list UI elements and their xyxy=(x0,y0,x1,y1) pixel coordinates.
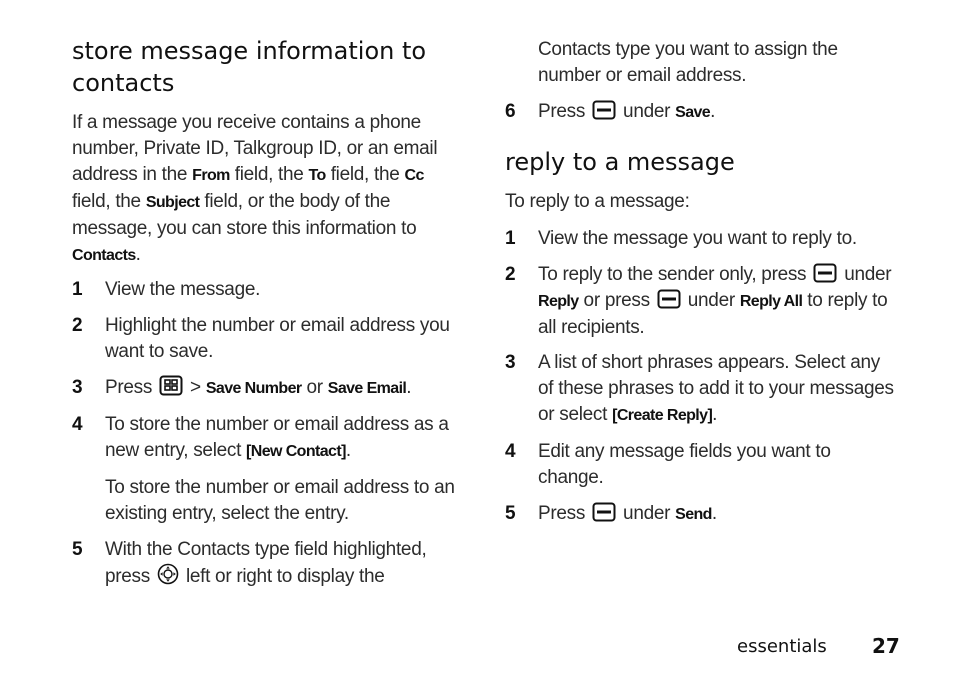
step-text: To reply to the sender only, press under Reply or press under Reply All to reply to all recipients. xyxy=(538,264,892,338)
step-number: 1 xyxy=(505,228,516,249)
store-step-2 xyxy=(72,313,464,365)
section-heading-store: store message information to contacts xyxy=(72,37,427,97)
field-from: From xyxy=(192,167,230,184)
step-number: 4 xyxy=(505,441,516,462)
contacts-keyword: Contacts xyxy=(72,247,136,264)
softkey-icon xyxy=(657,289,681,309)
save-email-option: Save Email xyxy=(327,380,407,397)
step-text: View the message. xyxy=(105,279,261,300)
store-step-3 xyxy=(72,375,464,402)
new-contact-option: [New Contact] xyxy=(246,443,346,460)
reply-step-4 xyxy=(505,439,900,491)
send-softkey-label: Send xyxy=(675,506,712,523)
softkey-icon xyxy=(592,100,616,120)
navigation-key-icon xyxy=(157,563,179,585)
field-cc: Cc xyxy=(404,167,424,184)
footer-section-label: essentials xyxy=(737,636,827,657)
create-reply-option: [Create Reply] xyxy=(612,407,713,424)
save-softkey-label: Save xyxy=(675,104,711,121)
step-number: 1 xyxy=(72,279,83,300)
page-number: 27 xyxy=(872,634,900,658)
step-text: A list of short phrases appears. Select any of these phrases to add it to your messages or select [Create Reply]. xyxy=(538,352,894,425)
step-text: To store the number or email address as a new entry, select [New Contact]. xyxy=(105,414,449,461)
menu-key-icon xyxy=(159,375,183,396)
step-text: View the message you want to reply to. xyxy=(538,228,857,249)
step-number: 2 xyxy=(72,315,83,336)
step-number: 5 xyxy=(72,539,83,560)
store-intro-paragraph: If a message you receive contains a phone number, Private ID, Talkgroup ID, or an email address in the From field, the To field, the Cc field, the Subject field, or the body of the message, you can store this information to Contacts. xyxy=(72,112,438,265)
step-text: Edit any message fields you want to change. xyxy=(538,441,831,488)
store-step-1 xyxy=(72,277,464,303)
step-text: Contacts type you want to assign the number or email address. xyxy=(538,39,838,86)
step-number: 3 xyxy=(72,377,83,398)
step-text: Press under Send. xyxy=(538,503,717,524)
save-number-option: Save Number xyxy=(205,380,302,397)
field-subject: Subject xyxy=(145,194,200,211)
reply-step-2 xyxy=(505,262,900,341)
section-heading-reply: reply to a message xyxy=(505,148,735,176)
step-4-extra-text: To store the number or email address to an existing entry, select the entry. xyxy=(105,477,455,524)
step-number: 4 xyxy=(72,414,83,435)
step-number: 2 xyxy=(505,264,516,285)
reply-step-1 xyxy=(505,226,900,252)
reply-all-softkey-label: Reply All xyxy=(739,293,803,310)
step-text: With the Contacts type field highlighted, press left or right to display the xyxy=(105,539,427,587)
store-step-5 xyxy=(72,537,464,590)
step-text: Press > Save Number or Save Email. xyxy=(105,377,412,398)
store-step-5-continued xyxy=(505,37,900,89)
reply-step-5 xyxy=(505,501,900,528)
softkey-icon xyxy=(813,263,837,283)
field-to: To xyxy=(308,167,326,184)
reply-intro: To reply to a message: xyxy=(505,191,690,212)
step-text: Highlight the number or email address you want to save. xyxy=(105,315,450,362)
store-step-4 xyxy=(72,412,464,527)
store-step-6 xyxy=(505,99,900,126)
step-number: 5 xyxy=(505,503,516,524)
softkey-icon xyxy=(592,502,616,522)
step-number: 6 xyxy=(505,101,516,122)
reply-step-3 xyxy=(505,350,900,429)
reply-softkey-label: Reply xyxy=(538,293,579,310)
step-text: Press under Save. xyxy=(538,101,716,122)
step-number: 3 xyxy=(505,352,516,373)
